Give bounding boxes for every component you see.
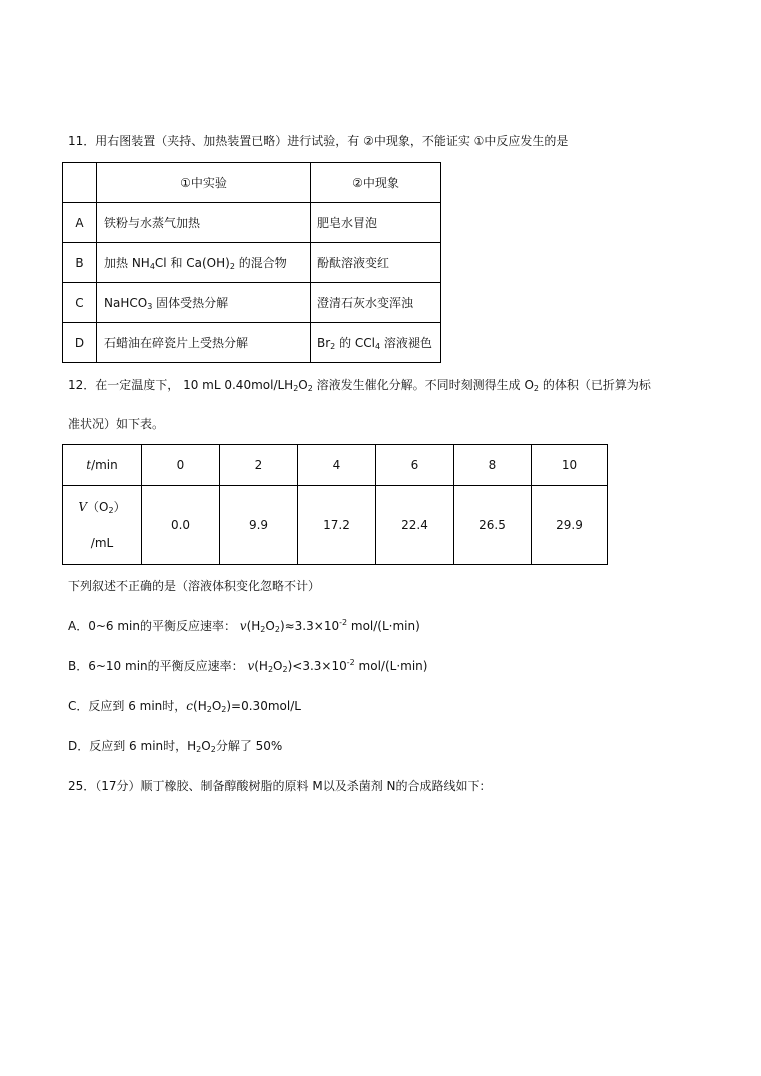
question-12-table: [62, 444, 608, 565]
time-cell: 8: [454, 445, 532, 486]
row-label: D: [63, 323, 97, 363]
volume-cell: 9.9: [220, 486, 298, 565]
volume-header-cell: [63, 486, 142, 565]
volume-header-bottom: /mL: [90, 536, 114, 550]
time-cell: 10: [532, 445, 608, 486]
volume-cell: 26.5: [454, 486, 532, 565]
time-cell: 6: [376, 445, 454, 486]
header-cell-phenomenon: ②中现象: [311, 163, 441, 203]
header-cell-empty: [63, 163, 97, 203]
phenomenon-cell: 澄清石灰水变浑浊: [311, 283, 441, 323]
table-row: [63, 203, 441, 243]
phenomenon-cell: $Br_2$ 的 CCl$_4$ 溶液褪色: [311, 323, 441, 363]
question-12-stem-line1: 12．在一定温度下， 10 mL $0.40mol/LH_2O_2$ 溶液发生催化分解。不同时刻测得生成 $O_2$ 的体积（已折算为标: [68, 378, 651, 393]
time-cell: 0: [142, 445, 220, 486]
phenomenon-cell: 肥皂水冒泡: [311, 203, 441, 243]
question-11-stem: 11．用右图装置（夹持、加热装置已略）进行试验，有 ②中现象，不能证实 ①中反应发生的是: [68, 134, 569, 148]
row-label: B: [63, 243, 97, 283]
option-b: B．6~10 min的平衡反应速率： $v(H_2O_2)<3.3\times 10^{-2}$ mol/(L·min): [68, 658, 428, 674]
question-11-table: [62, 162, 441, 363]
header-cell-experiment: ①中实验: [97, 163, 311, 203]
volume-cell: 0.0: [142, 486, 220, 565]
question-12-stem-line2: 准状况）如下表。: [68, 417, 165, 431]
option-a: A．0~6 min的平衡反应速率： $v(H_2O_2)\approx 3.3\times 10^{-2}$ mol/(L·min): [68, 618, 420, 634]
volume-cell: 22.4: [376, 486, 454, 565]
experiment-cell: 铁粉与水蒸气加热: [97, 203, 311, 243]
question-12-question: 下列叙述不正确的是（溶液体积变化忽略不计）: [68, 579, 321, 593]
experiment-cell: 加热 $NH_4Cl$ 和 $Ca(OH)_2$ 的混合物: [97, 243, 311, 283]
volume-cell: 17.2: [298, 486, 376, 565]
table-header-row: [63, 163, 441, 203]
question-25-stem: 25．（17分）顺丁橡胶、制备醇酸树脂的原料 M以及杀菌剂 N的合成路线如下：: [68, 779, 492, 793]
table-row: [63, 283, 441, 323]
experiment-cell: 石蜡油在碎瓷片上受热分解: [97, 323, 311, 363]
experiment-cell: NaHCO$_3$ 固体受热分解: [97, 283, 311, 323]
table-row: [63, 243, 441, 283]
volume-row: [63, 486, 608, 565]
phenomenon-cell: 酚酞溶液变红: [311, 243, 441, 283]
volume-cell: 29.9: [532, 486, 608, 565]
row-label: A: [63, 203, 97, 243]
row-label: C: [63, 283, 97, 323]
time-cell: 2: [220, 445, 298, 486]
option-c: C．反应到 6 min时，$c(H_2O_2)=0.30mol/L$: [68, 699, 301, 714]
time-header-cell: t/min: [63, 445, 142, 486]
time-row: [63, 445, 608, 486]
time-cell: 4: [298, 445, 376, 486]
table-row: [63, 323, 441, 363]
option-d: D．反应到 6 min时，$H_2O_2$分解了 50%: [68, 739, 283, 754]
volume-header-top: $V(O_2)$: [78, 500, 126, 515]
